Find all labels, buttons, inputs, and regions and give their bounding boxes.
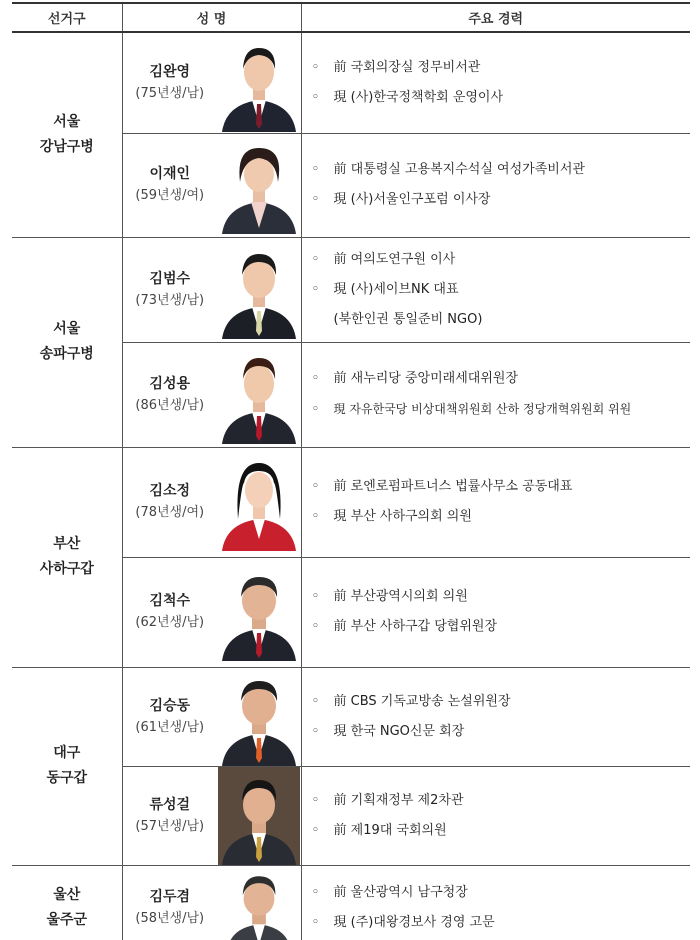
candidate-birth: (75년생/남) [135, 85, 205, 101]
region-name: 서울 [53, 321, 81, 337]
career-cell [301, 32, 690, 133]
name-cell [122, 865, 217, 940]
candidate-photo [218, 241, 300, 339]
career-cell [301, 557, 690, 667]
career-line: ◦ 前 새누리당 중앙미래세대위원장 [311, 371, 519, 386]
career-line: ◦ 前 울산광역시 남구청장 [311, 885, 468, 901]
career-cell [301, 667, 690, 766]
career-line: ◦ 前 CBS 기독교방송 논설위원장 [311, 693, 511, 709]
header-name: 성 명 [122, 3, 301, 32]
photo-cell [217, 557, 301, 667]
career-cell [301, 766, 690, 865]
career-cell [301, 133, 690, 237]
table-header [12, 3, 690, 32]
name-cell [122, 766, 217, 865]
region-cell [12, 667, 122, 865]
career-line: ◦ 現 부산 사하구의회 의원 [311, 509, 472, 524]
candidate-photo [218, 767, 300, 865]
photo-cell [217, 667, 301, 766]
region-name: 서울 [53, 113, 81, 130]
candidate-name: 이재인 [149, 166, 191, 182]
candidate-birth: (62년생/남) [135, 615, 205, 630]
candidate-name: 김소정 [149, 483, 191, 499]
candidate-photo [218, 453, 300, 551]
photo-cell [217, 342, 301, 447]
table-row [12, 447, 690, 557]
region-district: 동구갑 [46, 770, 88, 786]
career-line: ◦ 現 (사)세이브NK 대표 [311, 281, 459, 297]
career-line: ◦ 現 (주)대왕경보사 경영 고문 [311, 915, 495, 931]
candidate-name: 김성용 [149, 375, 191, 392]
header-career: 주요 경력 [301, 3, 690, 32]
career-line: ◦ 前 로엔로펌파트너스 법률사무소 공동대표 [311, 479, 573, 494]
career-line: ◦ 前 제19대 국회의원 [311, 822, 447, 838]
career-line: ◦ 前 여의도연구원 이사 [311, 251, 456, 267]
header-district: 선거구 [12, 3, 122, 32]
career-line: ◦ 前 기획재정부 제2차관 [311, 792, 464, 808]
career-line: ◦ 前 부산 사하구갑 당협위원장 [311, 619, 498, 634]
candidate-name: 김두겸 [149, 889, 191, 906]
name-cell [122, 667, 217, 766]
candidate-birth: (73년생/남) [135, 292, 205, 308]
candidate-photo [218, 346, 300, 444]
candidate-name: 김범수 [149, 270, 191, 287]
candidate-name: 김척수 [149, 593, 191, 609]
photo-cell [217, 32, 301, 133]
candidate-photo [218, 34, 300, 132]
career-cell [301, 447, 690, 557]
career-line: ◦ 現 (사)서울인구포럼 이사장 [311, 192, 491, 207]
name-cell [122, 237, 217, 342]
region-name: 대구 [53, 745, 81, 761]
candidate-birth: (61년생/남) [135, 719, 205, 735]
name-cell [122, 447, 217, 557]
region-district: 강남구병 [39, 138, 94, 155]
candidate-photo [218, 136, 300, 234]
name-cell [122, 32, 217, 133]
candidate-name: 류성걸 [149, 796, 191, 813]
candidate-birth: (58년생/남) [135, 911, 205, 927]
region-cell [12, 237, 122, 447]
candidate-birth: (59년생/여) [135, 188, 205, 203]
photo-cell [217, 133, 301, 237]
career-line: ◦ 前 국회의장실 정무비서관 [311, 59, 481, 75]
name-cell [122, 133, 217, 237]
region-cell [12, 865, 122, 940]
career-cell [301, 237, 690, 342]
region-cell [12, 32, 122, 237]
candidate-birth: (78년생/여) [135, 505, 205, 520]
region-cell [12, 447, 122, 667]
candidate-name: 김승동 [149, 697, 191, 714]
region-district: 사하구갑 [39, 561, 94, 577]
photo-cell [217, 237, 301, 342]
region-district: 울주군 [46, 912, 88, 929]
candidate-table [12, 2, 690, 940]
photo-cell [217, 447, 301, 557]
name-cell [122, 557, 217, 667]
photo-cell [217, 766, 301, 865]
candidate-photo [218, 866, 300, 940]
table-row [12, 237, 690, 342]
career-line: ◦ 現 한국 NGO신문 회장 [311, 723, 465, 739]
candidate-photo [218, 563, 300, 661]
region-name: 부산 [53, 536, 81, 552]
career-cell [301, 865, 690, 940]
candidate-birth: (86년생/남) [135, 397, 205, 413]
career-line: ◦ 前 부산광역시의회 의원 [311, 589, 468, 604]
career-cell [301, 342, 690, 447]
career-line: ◦ 現 자유한국당 비상대책위원회 산하 정당개혁위원회 위원 [311, 402, 632, 417]
candidate-photo [218, 668, 300, 766]
career-line: ◦ 現 (사)한국정책학회 운영이사 [311, 89, 504, 105]
table-row [12, 667, 690, 766]
candidate-birth: (57년생/남) [135, 818, 205, 834]
region-name: 울산 [53, 887, 81, 904]
region-district: 송파구병 [39, 346, 94, 362]
candidate-name: 김완영 [149, 63, 191, 80]
career-line-continued: (북한인권 통일준비 NGO) [333, 311, 483, 327]
career-line: ◦ 前 대통령실 고용복지수석실 여성가족비서관 [311, 162, 585, 177]
name-cell [122, 342, 217, 447]
photo-cell [217, 865, 301, 940]
table-row [12, 865, 690, 940]
table-row [12, 32, 690, 133]
